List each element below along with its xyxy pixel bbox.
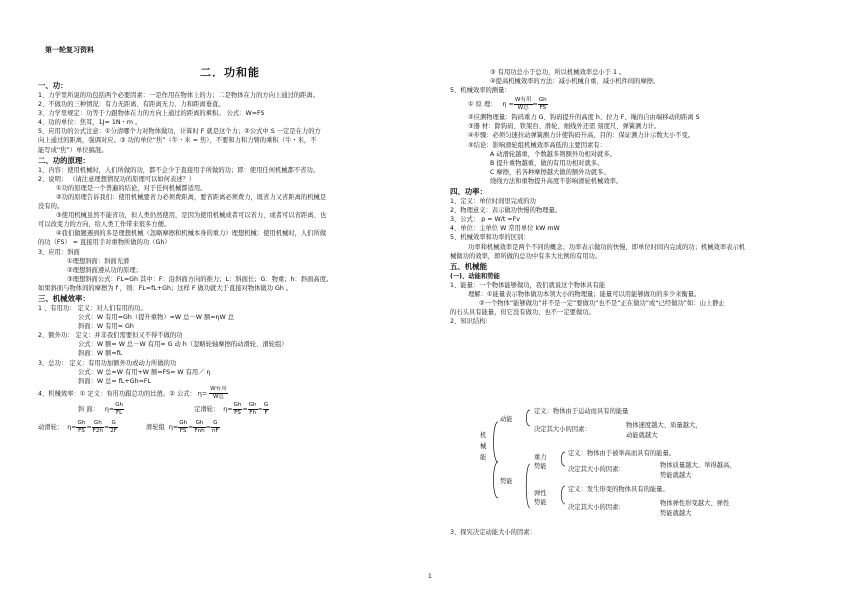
text-line: ②功的原理告诉我们：使用机械要省力必须费距离，要省距离必须费力，既省力又省距离的机械是 (56, 193, 327, 201)
text-line: 1、定义：单位时间里完成的功 (450, 198, 536, 206)
efficiency-line: 4、机械效率：① 定义：有用功跟总功的比值。② 公式： η= $\frac{\text{W有用}}{\text{W总}}$ (38, 385, 227, 400)
text-line: B 提升重物越重，做的有用功相对就多。 (490, 159, 604, 167)
text-line: 1、能量：一个物体能够做功，我们就说这个物体具有能 (450, 281, 606, 289)
text-line: ①理想斜面：斜面光滑 (67, 257, 130, 265)
text-line: 5、应用功的公式注意：①分清哪个力对物体做功，计算时 F 就是这个力；②公式中 S 一定是在力的方 (38, 128, 321, 136)
text-line: 2、说明： （请注意理想情况功的原理可以如何表述？） (38, 175, 196, 183)
text-line: 2、物理意义：表示做功快慢的物理量。 (450, 207, 562, 215)
right-column (450, 68, 842, 326)
text-line: 如果斜面与物体间的摩擦为 f ，则：FL=fL+Gh；这样 F 做功就大于直接对物体做功 Gh 。 (38, 284, 293, 292)
text-line: 4、单位：主单位 W 常用单位 kW mW (450, 225, 560, 233)
text-line: 3、公式： p = W/t =Fv (450, 216, 520, 224)
text-line: 向上通过的距离，强调对应。③ 功的单位“焦”（牛・米 = 焦），不要和力和力臂的乘积（牛・米，不 (38, 137, 317, 145)
tree-kinetic: 动能 (500, 416, 513, 423)
tree-root: 机械能 (480, 432, 487, 461)
text-line: 5、机械效率和功率的区别： (450, 234, 530, 242)
text-line: 2、不做功的三种情况：有力无距离、有距离无力、力和距离垂直。 (38, 101, 225, 109)
text-line: 功率和机械效率是两个不同的概念。功率表示做功的快慢，即单位时间内完成的功；机械效率表示机 (468, 243, 746, 251)
text-line: ②应测物理量：钩码重力 G、钩码提升的高度 h、拉力 F、绳的自由端移动的距离 S (468, 114, 700, 122)
page-header: 第一轮复习资料 (45, 46, 94, 54)
text-line: 1、内容：使用机械时，人们所做的功，都不会少于直接用手所做的功；即：使用任何机械都不省功。 (38, 166, 320, 174)
text-line: 公式：W 总=W 有用+W 额=FS= W 有用／ η (78, 368, 211, 376)
tree-elastic-def: 定义：发生形变的物体具有的能量。 (568, 486, 669, 493)
text-line: 绕线方法和重物提升高度不影响滑轮机械效率。 (490, 177, 623, 185)
left-column (38, 80, 422, 437)
text-line: ②一个物体“能够做功”并不是一定“要做功”也不是“正在做功”或“已经做功”如：山上静止 (479, 299, 725, 307)
text-line: 斜面：W 有用= Gh (78, 323, 134, 331)
page-number: 1 (428, 573, 432, 580)
text-line: ①功的原理是一个普遍的结论，对于任何机械都适用。 (56, 184, 207, 192)
text-line: 2、额外功： 定义：并非我们需要但又不得不做的功 (38, 332, 183, 340)
section-heading: 四、功率： (450, 187, 487, 197)
section-heading: 三、机械效率： (38, 293, 90, 303)
text-line: 械做功的效率，即所做的总功中有多大比例的有用功。 (450, 252, 602, 260)
text-line: ③器 材：除钩码、铁架台、滑轮、细线外还需 刻度尺、弹簧测力计。 (468, 123, 661, 131)
section-heading: 五、机械能 (450, 261, 487, 271)
text-line: 斜面：W 额=fL (78, 350, 123, 358)
text-line: 公式：W 额= W 总－W 有用= G 动 h（忽略轮轴摩擦的动滑轮、滑轮组） (78, 341, 288, 349)
text-line: 公式：W 有用=Gh（提升重物）=W 总－W 额=ηW 总 (78, 314, 235, 322)
section-heading: 二、功的原理： (38, 155, 90, 165)
tree-gravity-def: 定义：物体由于被举高而具有的能量。 (568, 450, 676, 457)
text-line: ④提高机械效率的方法：减小机械自重、减小机件间的摩擦。 (490, 78, 660, 86)
text-line: ⑤结论：影响滑轮组机械效率高低的主要因素有： (468, 141, 606, 149)
text-line: ④步骤：必须匀速拉动弹簧测力计使钩码升高，目的：保证测力计示数大小不变。 (468, 132, 695, 140)
text-line: 斜面：W 总= fL+Gh=FL (78, 377, 151, 385)
text-line: 1 、有用功： 定义：对人们有用的功。 (38, 304, 147, 312)
text-line: A 动滑轮越重，个数越多则额外功相对就多。 (490, 150, 616, 158)
efficiency-fraction: $\frac{\text{W有用}}{\text{W总}}$ (210, 385, 227, 400)
text-line: 没有的。 (38, 203, 64, 211)
section-heading: 一、功： (38, 81, 68, 90)
tree-kinetic-def: 定义：物体由于运动而具有的能量 (534, 408, 629, 415)
pulley-formula: 动滑轮： η= $\frac{Gh}{FS}$ = $\frac{Gh}{F2h}$ = $\frac{G}{2F}$ 滑轮组 η= $\frac{Gh}{FS}$ = $\frac{Gh}{\text{Fnh}}$ = $\frac{G}{nF}$ (38, 420, 219, 435)
text-line: 1、力学里所说的功包括两个必要因素：一是作用在物体上的力；二是物体在力的方向上通过的距离。 (38, 92, 320, 99)
text-line: (一)、动能和势能 (450, 272, 500, 280)
text-line: 的石头具有能量，但它没有做功，也不一定要做功。 (450, 309, 595, 317)
text-line: 3、力学里规定：功等于力跟物体在力的方向上通过的距离的乘积。 公式：W=FS (38, 110, 265, 118)
text-line: 4、功的单位：焦耳，1J= 1N・m 。 (38, 119, 142, 127)
incline-formula: 斜 面： η= $\frac{Gh}{FL}$ 定滑轮： η= $\frac{Gh}{FS}$ = $\frac{Gh}{Fh}$ = $\frac{G}{F}$ (78, 402, 269, 417)
text-line: 理解：①能量表示物体做功本领大小的物理量；能量可以用能够做功的多少来衡量。 (468, 290, 701, 298)
text-line: ③使用机械虽然不能省功，但人类仍然使用，是因为使用机械或者可以省力、或者可以省距离、也 (56, 212, 327, 220)
page-title: 二．功和能 (200, 66, 260, 79)
text-line: 3、应用：斜面 (38, 248, 80, 256)
mechanical-energy-tree: 机械能 动能 定义：物体由于运动而具有的能量 决定其大小的因素： 物体速度越大、质量越大， 动能就越大 势能 重力 势能 定义：物体由于被举高而具有的能量。 决定其大小的因素： 物体质量越大、举得越高， 势能就越大 弹性 势能 定义：发生形变的物体具有的能量。 决定其大小的因素： 物体弹性形变越大、弹性 势能就越大 (480, 400, 840, 525)
text-line: 3、总功： 定义：有用功加额外功或动力所做的功 (38, 359, 177, 367)
text-line: 能写成“焦”）单位搞混。 (38, 146, 108, 154)
text-line: C 摩擦，若各种摩擦越大做的额外功就多。 (490, 168, 610, 176)
text-line: ②理想斜面遵从功的原理； (67, 266, 142, 274)
last-line: 3、探究决定动能大小的因素： (450, 529, 536, 536)
text-line: ④我们做题遇到的多是理想机械（忽略摩擦和机械本身的重力）理想机械：使用机械时，人们所做 (56, 230, 327, 238)
measurement-principle: ① 原 理： η = $\frac{\text{W有用}}{\text{W总}}$ = $\frac{Gh}{FS}$ (468, 96, 547, 111)
text-line: 的功（FS） = 直接用手对重物所做的功（Gh） (38, 239, 171, 247)
text-line: 2、知识结构: (450, 318, 488, 326)
tree-potential: 势能 (500, 478, 513, 485)
text-line: ③理想斜面公式：FL=Gh 其中：F：沿斜面方向的推力；L：斜面长；G：物重；h：斜面高度。 (67, 275, 333, 283)
text-line: 5、机械效率的测量： (450, 87, 511, 95)
text-line: 可以改变力的方向，给人类工作带来很多方便。 (38, 221, 171, 229)
text-line: ③ 有用功总小于总功，所以机械效率总小于 1 。 (490, 69, 626, 76)
